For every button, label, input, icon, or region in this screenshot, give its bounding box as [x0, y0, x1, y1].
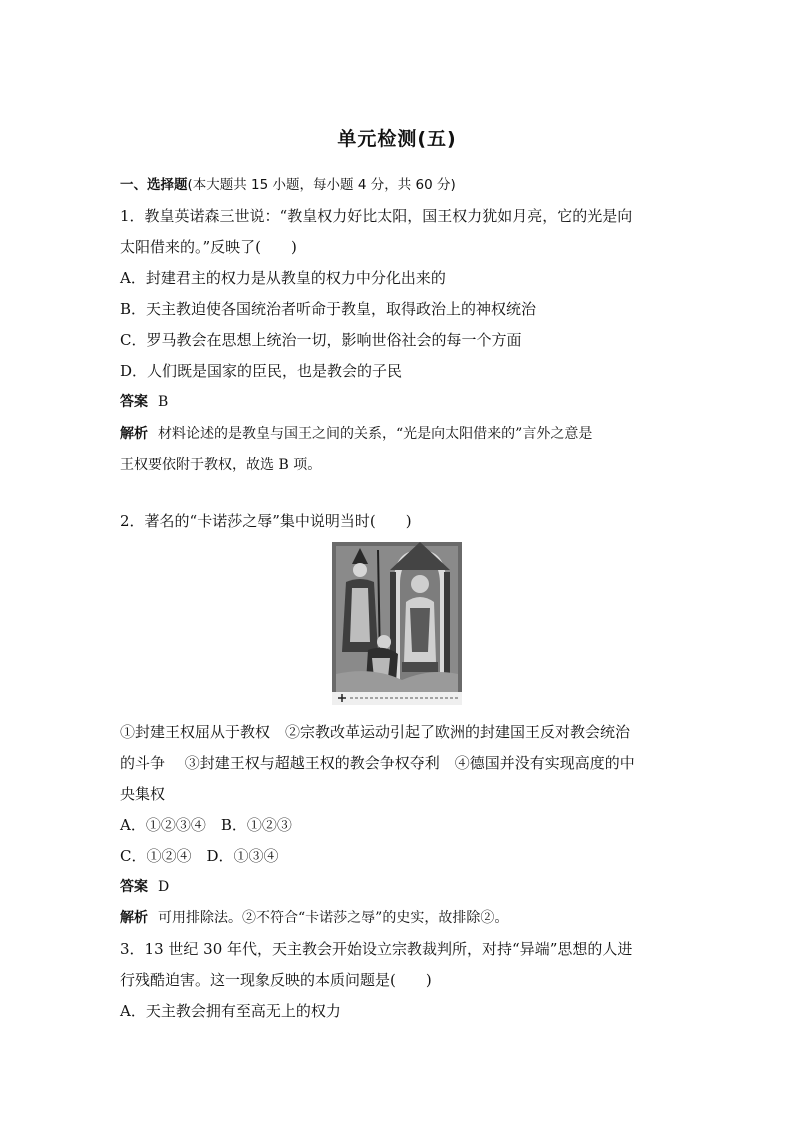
q3-option-a: A．天主教会拥有至高无上的权力 [120, 1002, 341, 1020]
q1-option-b: B．天主教迫使各国统治者听命于教皇，取得政治上的神权统治 [120, 300, 537, 318]
q1-answer-label: 答案 [120, 394, 148, 410]
q2-options-line-2: C．①②④ D．①③④ [120, 847, 279, 865]
q1-answer-value: B [158, 394, 169, 410]
q1-option-a: A．封建君主的权力是从教皇的权力中分化出来的 [120, 269, 446, 287]
q2-answer-label: 答案 [120, 879, 148, 895]
q1-option-c: C．罗马教会在思想上统治一切，影响世俗社会的每一个方面 [120, 331, 522, 349]
q2-stem: 2．著名的“卡诺莎之辱”集中说明当时( ) [120, 512, 412, 530]
q2-analysis-label: 解析 [120, 910, 148, 926]
q2-analysis [120, 908, 680, 928]
q2-answer-value: D [158, 879, 170, 895]
q3-stem-line-1: 3．13 世纪 30 年代，天主教会开始设立宗教裁判所，对持“异端”思想的人进 [120, 940, 633, 958]
section-note: (本大题共 15 小题，每小题 4 分，共 60 分) [187, 177, 456, 193]
q1-stem-line-2: 太阳借来的。”反映了( ) [120, 238, 297, 256]
q2-statements-line-2: 的斗争 ③封建王权与超越王权的教会争权夺利 ④德国并没有实现高度的中 [120, 754, 635, 772]
q2-statements-line-1: ①封建王权屈从于教权 ②宗教改革运动引起了欧洲的封建国王反对教会统治 [120, 723, 631, 741]
q1-analysis-label: 解析 [120, 426, 148, 442]
canossa-illustration [332, 542, 462, 705]
q3-stem-line-2: 行残酷迫害。这一现象反映的本质问题是( ) [120, 971, 432, 989]
q2-statements-line-3: 央集权 [120, 785, 166, 803]
manuscript-image [332, 542, 462, 705]
section-heading [120, 175, 680, 195]
q1-answer [120, 392, 680, 412]
q2-options-line-1: A．①②③④ B．①②③ [120, 816, 292, 834]
q1-analysis-text: 材料论述的是教皇与国王之间的关系，“光是向太阳借来的”言外之意是 [158, 426, 593, 442]
q1-analysis-line-1 [120, 424, 680, 444]
q1-option-d: D．人们既是国家的臣民，也是教会的子民 [120, 362, 403, 380]
q1-analysis-line-2: 王权要依附于教权，故选 B 项。 [120, 457, 322, 473]
q1-stem-line-1: 1．教皇英诺森三世说：“教皇权力好比太阳，国王权力犹如月亮，它的光是向 [120, 207, 633, 225]
q2-answer [120, 877, 680, 897]
page-title: 单元检测(五) [337, 128, 457, 150]
q2-analysis-text: 可用排除法。②不符合“卡诺莎之辱”的史实，故排除②。 [158, 910, 509, 926]
section-title: 一、选择题 [120, 177, 188, 193]
